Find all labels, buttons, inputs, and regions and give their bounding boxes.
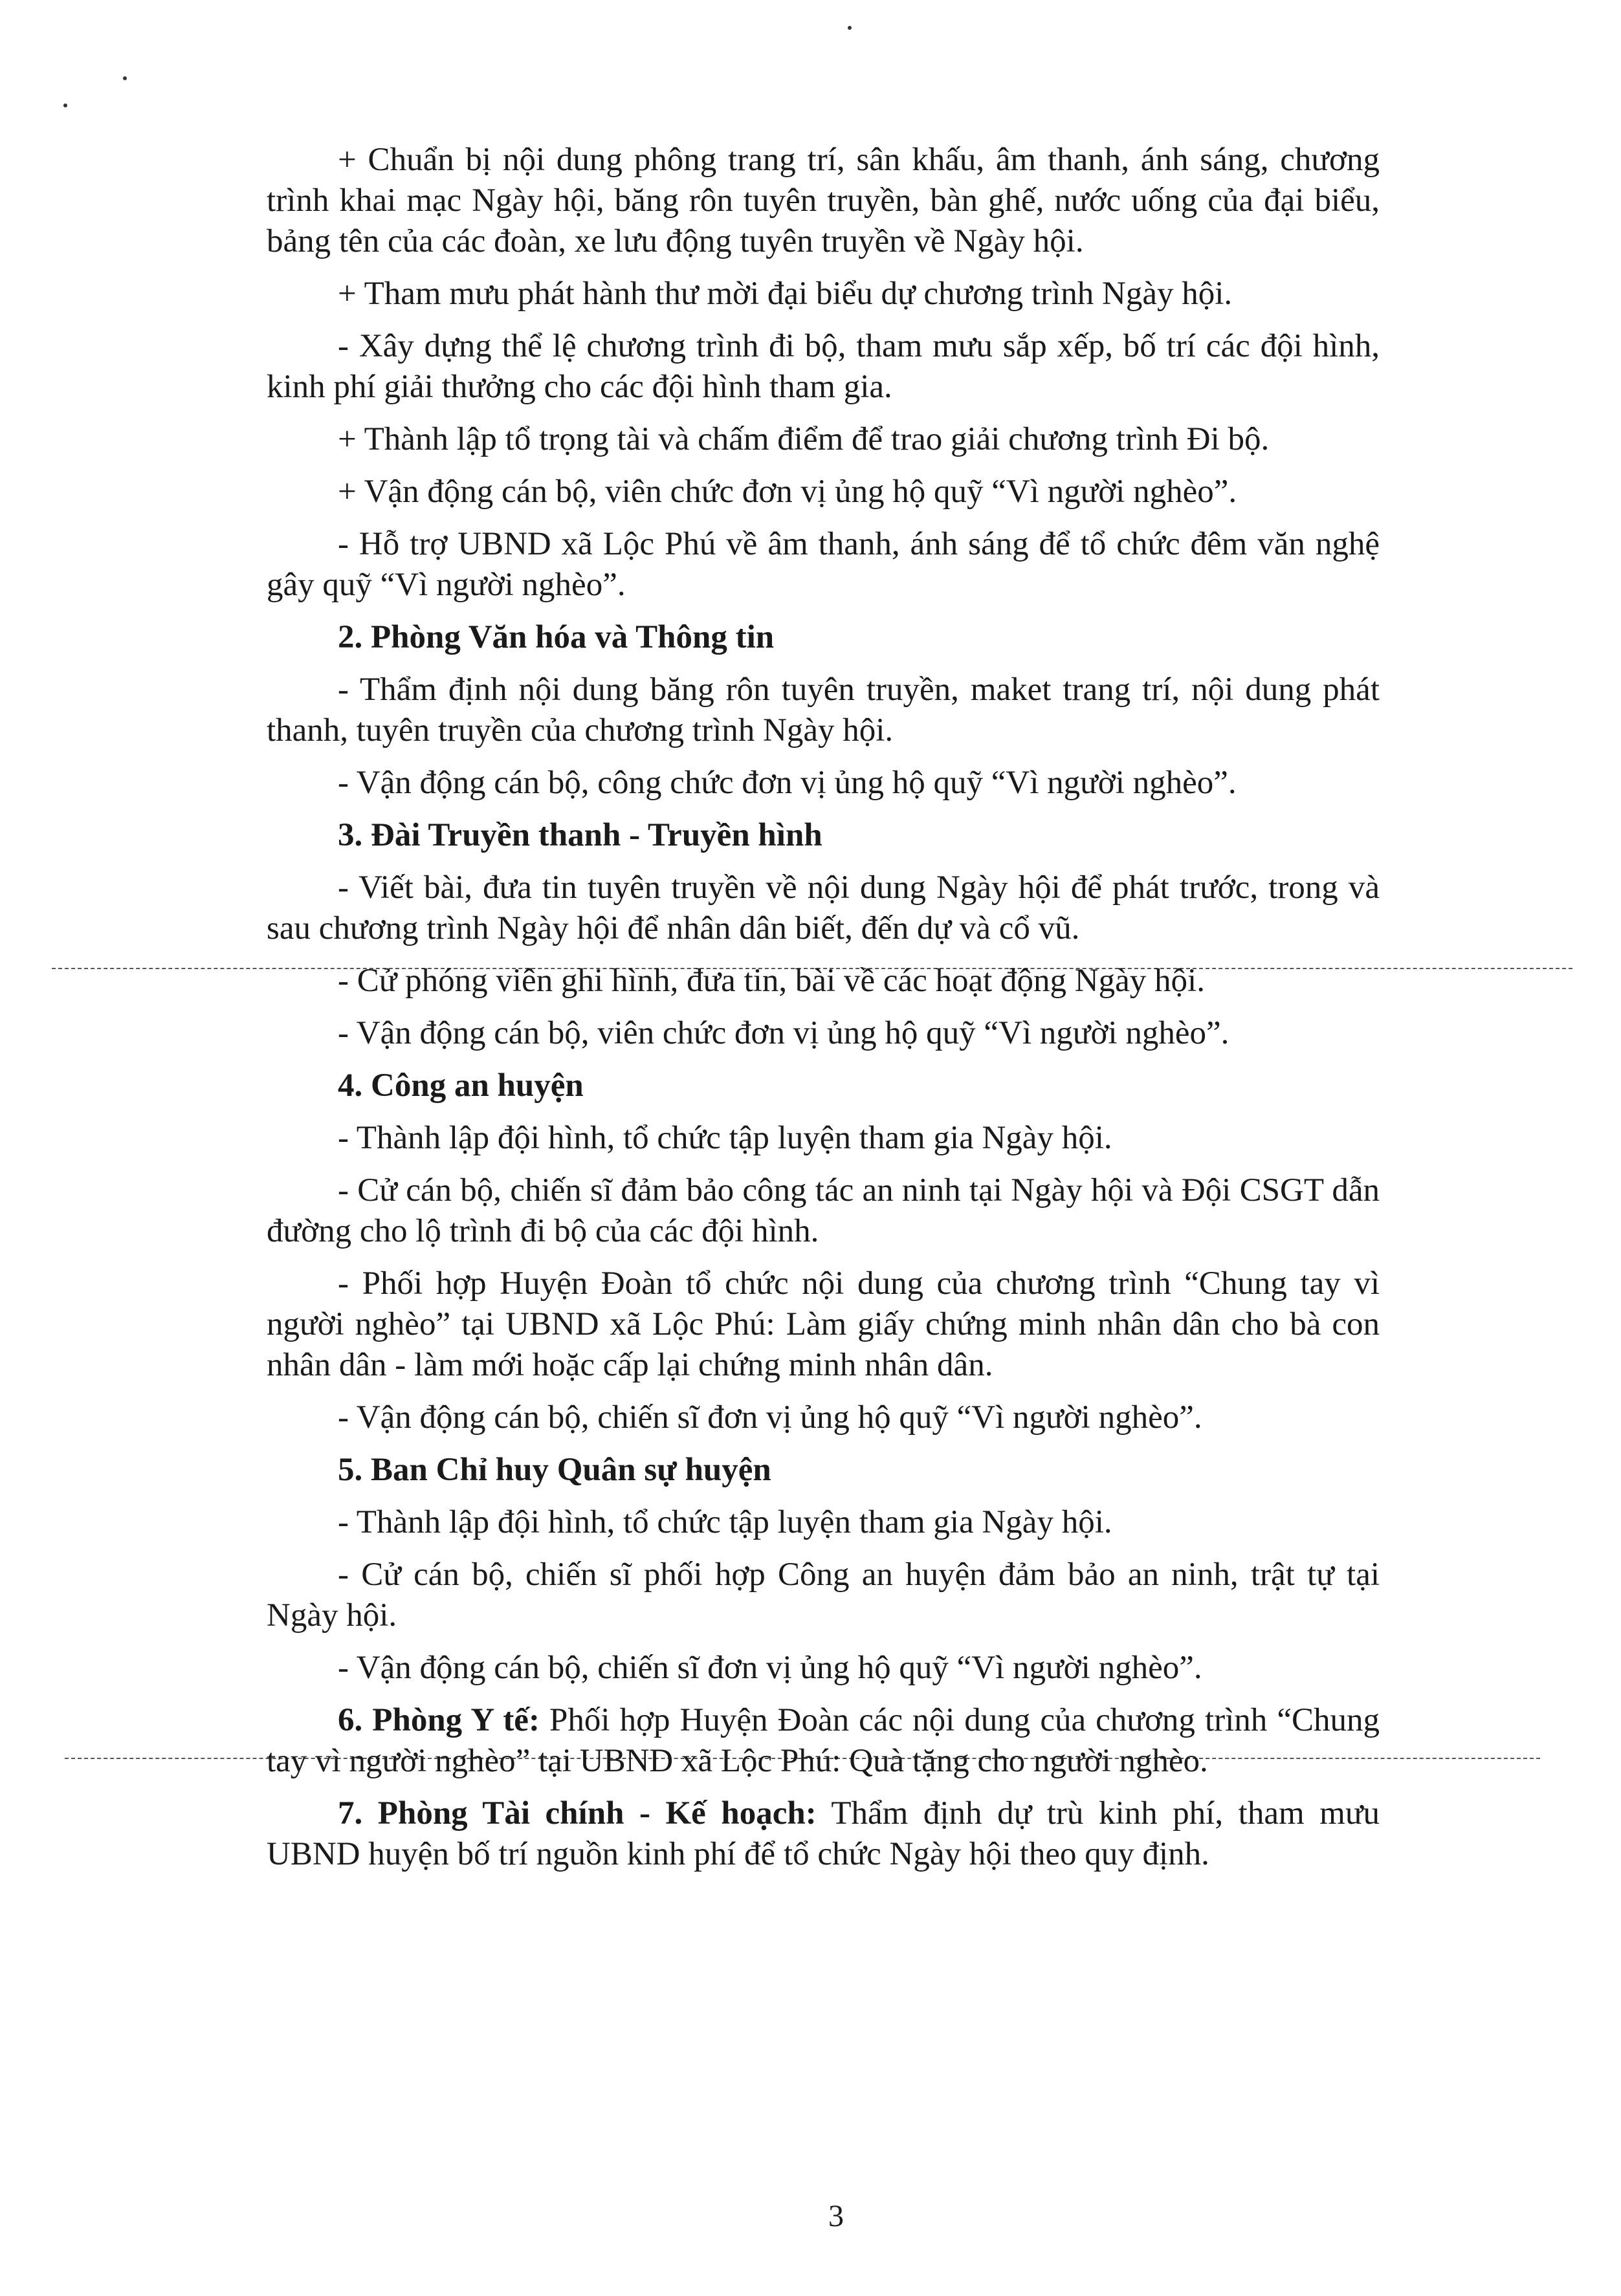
body-paragraph: - Vận động cán bộ, chiến sĩ đơn vị ủng hộ quỹ “Vì người nghèo”.	[338, 1399, 1202, 1436]
body-paragraph: - Vận động cán bộ, công chức đơn vị ủng hộ quỹ “Vì người nghèo”.	[338, 765, 1237, 801]
section-heading: 2. Phòng Văn hóa và Thông tin	[338, 619, 775, 655]
body-paragraph: - Thành lập đội hình, tổ chức tập luyện tham gia Ngày hội.	[338, 1504, 1112, 1540]
body-paragraph: - Thành lập đội hình, tổ chức tập luyện tham gia Ngày hội.	[338, 1120, 1112, 1156]
scan-speck	[123, 76, 127, 80]
body-paragraph: - Cử cán bộ, chiến sĩ phối hợp Công an huyện đảm bảo an ninh, trật tự tại Ngày hội.	[267, 1557, 1380, 1634]
body-paragraph: - Cử phóng viên ghi hình, đưa tin, bài về các hoạt động Ngày hội.	[338, 963, 1205, 999]
body-paragraph	[267, 1700, 1380, 1782]
scan-speck	[848, 26, 852, 30]
body-paragraph: + Vận động cán bộ, viên chức đơn vị ủng hộ quỹ “Vì người nghèo”.	[338, 474, 1237, 510]
body-paragraph: - Phối hợp Huyện Đoàn tổ chức nội dung của chương trình “Chung tay vì người nghèo” tại UBND xã Lộc Phú: Làm giấy chứng minh nhân dân cho bà con nhân dân - làm mới hoặc cấp lại chứng minh nhân dân.	[267, 1265, 1380, 1383]
paragraph-text: Phối hợp Huyện Đoàn các nội dung của chương trình “Chung tay vì người nghèo” tại UBND xã Lộc Phú: Quà tặng cho người nghèo.	[267, 1702, 1380, 1779]
body-paragraph: + Tham mưu phát hành thư mời đại biểu dự chương trình Ngày hội.	[338, 276, 1233, 312]
scan-speck	[63, 104, 67, 107]
body-paragraph: - Thẩm định nội dung băng rôn tuyên truyền, maket trang trí, nội dung phát thanh, tuyên truyền của chương trình Ngày hội.	[267, 672, 1380, 749]
inline-heading: 6. Phòng Y tế:	[338, 1702, 540, 1738]
body-paragraph: - Vận động cán bộ, chiến sĩ đơn vị ủng hộ quỹ “Vì người nghèo”.	[338, 1650, 1202, 1686]
section-heading: 4. Công an huyện	[338, 1067, 584, 1104]
body-paragraph: - Vận động cán bộ, viên chức đơn vị ủng hộ quỹ “Vì người nghèo”.	[338, 1015, 1230, 1051]
document-body	[267, 140, 1380, 1886]
body-paragraph: + Thành lập tổ trọng tài và chấm điểm để trao giải chương trình Đi bộ.	[338, 421, 1270, 457]
page-number: 3	[828, 2199, 844, 2233]
section-heading: 5. Ban Chỉ huy Quân sự huyện	[338, 1452, 771, 1488]
body-paragraph: + Chuẩn bị nội dung phông trang trí, sân khấu, âm thanh, ánh sáng, chương trình khai mạc Ngày hội, băng rôn tuyên truyền, bàn ghế, nước uống của đại biểu, bảng tên của các đoàn, xe lưu động tuyên truyền về Ngày hội.	[267, 142, 1380, 259]
section-heading: 3. Đài Truyền thanh - Truyền hình	[338, 817, 822, 853]
inline-heading: 7. Phòng Tài chính - Kế hoạch:	[338, 1795, 817, 1831]
body-paragraph	[267, 1793, 1380, 1875]
paragraph-text: Thẩm định dự trù kinh phí, tham mưu UBND huyện bố trí nguồn kinh phí để tổ chức Ngày hội theo quy định.	[267, 1795, 1380, 1872]
body-paragraph: - Cử cán bộ, chiến sĩ đảm bảo công tác an ninh tại Ngày hội và Đội CSGT dẫn đường cho lộ trình đi bộ của các đội hình.	[267, 1172, 1380, 1249]
body-paragraph: - Hỗ trợ UBND xã Lộc Phú về âm thanh, ánh sáng để tổ chức đêm văn nghệ gây quỹ “Vì người nghèo”.	[267, 526, 1380, 603]
body-paragraph: - Xây dựng thể lệ chương trình đi bộ, tham mưu sắp xếp, bố trí các đội hình, kinh phí giải thưởng cho các đội hình tham gia.	[267, 328, 1380, 405]
body-paragraph: - Viết bài, đưa tin tuyên truyền về nội dung Ngày hội để phát trước, trong và sau chương trình Ngày hội để nhân dân biết, đến dự và cổ vũ.	[267, 869, 1380, 946]
